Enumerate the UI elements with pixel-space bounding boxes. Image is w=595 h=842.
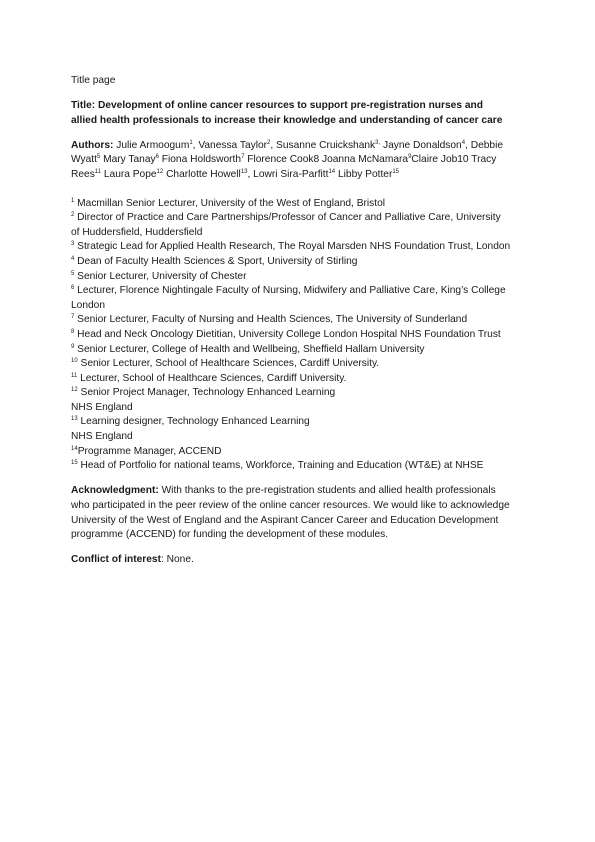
affiliation-text: Dean of Faculty Health Sciences & Sport, University of Stirling (74, 255, 358, 267)
author-affiliation-number: 7 (241, 154, 245, 161)
affiliation-item (71, 255, 511, 270)
affiliation-text: Director of Practice and Care Partnerships/Professor of Cancer and Palliative Care, University of Huddersfield, Huddersfield (71, 212, 501, 238)
page-content (71, 74, 511, 568)
title-label: Title: (71, 100, 96, 112)
affiliation-item (71, 313, 511, 328)
acknowledgment-label: Acknowledgment: (71, 485, 159, 497)
affiliation-item (71, 343, 511, 358)
affiliation-number: 15 (71, 460, 78, 467)
title-text: Development of online cancer resources to support pre-registration nurses and allied health professionals to increase their knowledge and understanding of cancer care (71, 100, 503, 126)
affiliations-list (71, 197, 511, 474)
affiliation-item (71, 445, 511, 460)
affiliation-text: Learning designer, Technology Enhanced Learning (77, 416, 310, 428)
affiliation-number: 10 (71, 358, 78, 365)
affiliation-number: 6 (71, 285, 75, 292)
author-name: Charlotte Howell (163, 168, 241, 180)
author-affiliation-number: 1 (189, 139, 193, 146)
affiliation-text: Head of Portfolio for national teams, Workforce, Training and Education (WT&E) at NHSE (77, 460, 484, 472)
affiliation-number: 3 (71, 241, 75, 248)
affiliation-item (71, 240, 511, 255)
author-affiliation-number: 4 (461, 139, 466, 146)
affiliation-item (71, 372, 511, 387)
affiliation-continuation: NHS England (71, 431, 133, 443)
author-name: Florence Cook8 Joanna McNamara (244, 154, 409, 166)
author-affiliation-number: 14 (328, 168, 336, 175)
author-affiliation-number: 9 (408, 154, 412, 161)
author-name: Claire Job10 Tracy Rees (71, 154, 497, 180)
acknowledgment-text: With thanks to the pre-registration students and allied health professionals who participated in the peer review of the online cancer resources. We would like to acknowledge University of the West of England and the Aspirant Cancer Career and Education Development programme (ACCEND) for funding the development of these modules. (71, 485, 510, 541)
affiliation-number: 4 (71, 255, 75, 262)
affiliation-item (71, 284, 511, 313)
author-name: Mary Tanay (100, 154, 156, 166)
author-affiliation-number: 11 (94, 168, 102, 175)
affiliation-continuation: NHS England (71, 401, 133, 413)
affiliation-number: 2 (71, 212, 75, 219)
conflict-paragraph (71, 553, 511, 568)
author-name: , Lowri Sira-Parfitt (247, 168, 329, 180)
author-affiliation-number: 13 (240, 168, 248, 175)
author-affiliation-number: 3, (375, 139, 381, 146)
affiliation-text: Programme Manager, ACCEND (77, 445, 222, 457)
author-affiliation-number: 6 (155, 154, 159, 161)
affiliation-text: Strategic Lead for Applied Health Research, The Royal Marsden NHS Foundation Trust, London (74, 241, 511, 253)
affiliation-item (71, 357, 511, 372)
affiliation-text: Senior Lecturer, College of Health and Wellbeing, Sheffield Hallam University (74, 343, 425, 355)
author-affiliation-number: 12 (156, 168, 164, 175)
affiliation-number: 7 (71, 314, 75, 321)
affiliation-item (71, 415, 511, 430)
affiliation-item (71, 386, 511, 401)
affiliation-number: 14 (71, 445, 78, 452)
affiliation-text: Senior Lecturer, University of Chester (74, 270, 247, 282)
affiliation-item (71, 459, 511, 474)
author-affiliation-number: 15 (392, 168, 400, 175)
affiliation-number: 11 (71, 372, 78, 379)
conflict-text: : None. (161, 554, 194, 566)
author-name: , Susanne Cruickshank (270, 139, 376, 151)
affiliation-number: 13 (71, 416, 78, 423)
title-paragraph (71, 99, 511, 128)
affiliation-item (71, 328, 511, 343)
author-name: Jayne Donaldson (380, 139, 462, 151)
affiliation-number: 12 (71, 387, 78, 394)
affiliation-number: 9 (71, 343, 75, 350)
author-name: , Debbie Wyatt (71, 139, 504, 166)
affiliation-number: 8 (71, 328, 75, 335)
affiliation-number: 5 (71, 270, 75, 277)
affiliation-number: 1 (71, 197, 75, 204)
acknowledgment-paragraph (71, 484, 511, 542)
author-name: Julie Armoogum (113, 139, 190, 151)
affiliation-text: Macmillan Senior Lecturer, University of the West of England, Bristol (74, 197, 386, 209)
affiliation-text: Senior Lecturer, Faculty of Nursing and Health Sciences, The University of Sunderland (74, 314, 468, 326)
author-name: Fiona Holdsworth (158, 154, 242, 166)
affiliation-text: Lecturer, Florence Nightingale Faculty of Nursing, Midwifery and Palliative Care, King’s College London (71, 285, 506, 311)
author-affiliation-number: 2 (267, 139, 271, 146)
authors-label: Authors: (71, 139, 114, 151)
affiliation-text: Senior Project Manager, Technology Enhanced Learning (77, 387, 336, 399)
affiliation-text: Senior Lecturer, School of Healthcare Sciences, Cardiff University. (77, 358, 380, 370)
affiliation-text: Lecturer, School of Healthcare Sciences, Cardiff University. (77, 372, 347, 384)
title-page-label: Title page (71, 75, 116, 86)
affiliation-item (71, 197, 511, 212)
author-name: Laura Pope (101, 168, 157, 180)
conflict-label: Conflict of interest (71, 554, 161, 566)
author-affiliation-number: 5 (96, 154, 101, 161)
affiliation-item (71, 211, 511, 240)
author-name: , Vanessa Taylor (192, 139, 268, 151)
author-name: Libby Potter (335, 168, 393, 180)
affiliation-text: Head and Neck Oncology Dietitian, University College London Hospital NHS Foundation Trust (74, 328, 501, 340)
affiliation-item (71, 270, 511, 285)
authors-paragraph (71, 139, 511, 183)
